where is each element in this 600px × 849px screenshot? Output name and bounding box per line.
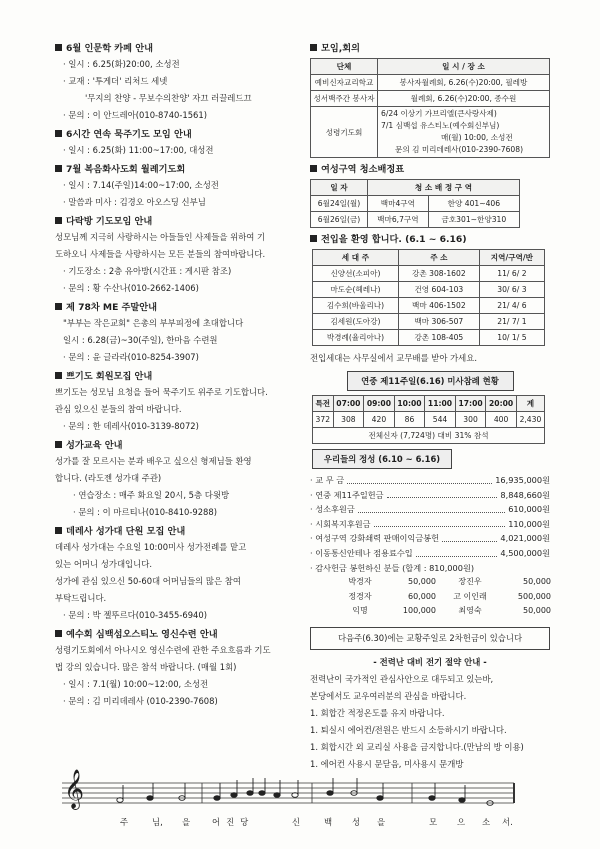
section-title-text: 모임,회의 <box>321 43 360 54</box>
column-header: 단체 <box>311 59 378 75</box>
table-cell: 11/ 6/ 2 <box>479 266 544 282</box>
text-line: 데레사 성가대는 수요일 10:00미사 성가전례를 맡고 <box>55 542 247 552</box>
column-header: 일 자 <box>311 180 368 196</box>
table-cell: 성령기도회 <box>311 107 378 158</box>
item-amount: 8,848,660원 <box>500 489 550 500</box>
table-cell: 10/ 1/ 5 <box>479 330 544 346</box>
square-bullet-icon <box>55 130 62 137</box>
table-cell: 마도순(헤레나) <box>313 282 399 298</box>
donor-amount: 100,000 <box>402 606 436 616</box>
dot-leader <box>442 531 497 542</box>
table-cell: 월례회, 6.26(수)20:00, 종수원 <box>378 91 550 107</box>
text-line: · 문의 : 한 데레사(010-3139-8072) <box>63 421 199 431</box>
list-item <box>310 517 550 532</box>
text-line: 1. 퇴실시 에어컨/전원은 반드시 소등하시기 바랍니다. <box>310 724 507 735</box>
section-title-meetings <box>310 41 550 56</box>
lyric-syllable: 으 <box>457 817 466 827</box>
text-line: 1. 에어컨 사용시 문닫음, 미사용시 문개방 <box>310 758 464 769</box>
text-line: 성령기도회에서 아나시오 영신수련에 관한 주요흐름과 기도 <box>55 645 271 655</box>
list-item <box>310 546 550 561</box>
section-title-text: 예수회 심백섬오스티노 영신수련 안내 <box>66 629 218 640</box>
treble-clef-icon: 𝄞 <box>64 769 85 809</box>
table-cell: 전체신자 (7,724명) 대비 31% 참석 <box>313 428 545 444</box>
table-cell: 강촌 108-405 <box>398 330 479 346</box>
table-row <box>313 266 545 282</box>
table-cell: 금호301~한양310 <box>428 212 519 228</box>
table-cell: 30/ 6/ 3 <box>479 282 544 298</box>
donor-name: 최영숙 <box>458 606 482 616</box>
item-label: · 감사헌금 봉헌하신 분들 (합계 : 810,000원) <box>310 562 475 573</box>
square-bullet-icon <box>55 217 62 224</box>
table-cell: 21/ 4/ 6 <box>479 298 544 314</box>
text-line: · 일시 : 6.25(화)20:00, 소성전 <box>63 59 180 69</box>
text-line: · 교재 : '투게더' 리처드 세넷 <box>63 76 168 86</box>
section-title-upper-room <box>55 214 305 229</box>
item-label: · 이동통신안테나 점용료수입 <box>310 547 413 558</box>
table-cell: 400 <box>486 412 517 428</box>
text-line: · 기도장소 : 2층 유아방(시간표 : 게시판 참조) <box>63 266 232 276</box>
square-bullet-icon <box>310 44 317 51</box>
table-cell: 박경례(율리아나) <box>313 330 399 346</box>
table-row <box>311 107 550 158</box>
donor-amount: 500,000 <box>517 591 551 601</box>
welcome-table <box>312 249 545 346</box>
music-staff <box>62 769 517 831</box>
item-amount: 4,500,000원 <box>500 547 550 558</box>
table-cell: 봉사자월례회, 6.26(수)20:00, 필레방 <box>378 75 550 91</box>
table-cell: 백마 406-1502 <box>398 298 479 314</box>
table-cell: 예비신자교리학교 <box>311 75 378 91</box>
lyric-syllable: 을 <box>182 817 191 827</box>
table-cell: 김수희(바울리나) <box>313 298 399 314</box>
item-amount: 16,935,000원 <box>495 475 550 485</box>
text-line: · 연습장소 : 매주 화요일 20시, 5층 다윗방 <box>73 490 230 500</box>
lyric-syllable: 백 <box>324 817 333 827</box>
item-amount: 110,000원 <box>508 518 550 529</box>
column-header: 17:00 <box>455 396 486 412</box>
square-bullet-icon <box>310 165 317 172</box>
square-bullet-icon <box>310 235 317 242</box>
section-title-text: 데레사 성가대 단원 모집 안내 <box>66 526 186 537</box>
section-title-text: 전입을 환영 합니다. (6.1 ~ 6.16) <box>321 234 467 245</box>
text-line: 본당에서도 교우여러분의 관심을 바랍니다. <box>310 690 467 701</box>
table-cell: 2,430 <box>516 412 544 428</box>
cell-line: 6/24 이상기 가브리엘(큰사랑사제) <box>381 109 497 118</box>
lyric-syllable: 님, <box>152 817 163 827</box>
table-row <box>311 196 520 212</box>
dot-leader <box>347 473 492 484</box>
text-line: · 문의 : 윤 글라라(010-8254-3907) <box>63 352 199 362</box>
dot-leader <box>374 517 506 528</box>
cell-line: 매(월) 10:00, 소성전 <box>441 133 513 142</box>
lyric-syllable: 모 <box>429 817 438 827</box>
donor-amount: 50,000 <box>408 577 436 587</box>
section-title-text: 6월 인문학 카페 안내 <box>66 43 153 54</box>
text-line: · 말씀과 미사 : 김경오 아오스딩 신부님 <box>63 197 206 207</box>
table-row <box>311 75 550 91</box>
column-header: 10:00 <box>394 396 425 412</box>
donor-name: 박경자 <box>348 577 372 587</box>
section-title-text: 다락방 기도모임 안내 <box>66 216 153 227</box>
table-header-row <box>313 250 545 266</box>
section-title-text: 쁘기도 회원모집 안내 <box>66 371 153 382</box>
column-header: 주 소 <box>398 250 479 266</box>
section-title-retreat <box>55 627 305 642</box>
square-bullet-icon <box>55 630 62 637</box>
offering-list <box>310 473 550 619</box>
column-header: 계 <box>516 396 544 412</box>
text-line: "부부는 작은교회" 은총의 부부피정에 초대합니다 <box>63 318 244 328</box>
attendance-table <box>312 395 545 444</box>
table-cell: 건영 604-103 <box>398 282 479 298</box>
column-header: 09:00 <box>364 396 395 412</box>
donor-name: 고 이인래 <box>453 591 487 601</box>
text-line: 법 강의 있습니다. 많은 참석 바랍니다. (매월 1회) <box>55 662 237 672</box>
text-line: · 문의 : 박 젤뚜르다(010-3455-6940) <box>63 610 207 620</box>
text-line: · 일시 : 6.25(화) 11:00~17:00, 대성전 <box>63 145 214 155</box>
text-line: 합니다. (라도젠 성가대 주관) <box>55 473 162 483</box>
section-title-text: 여성구역 청소배정표 <box>321 164 405 175</box>
table-cell: 6월26일(금) <box>311 212 368 228</box>
section-title-welcome <box>310 232 550 247</box>
dot-leader <box>416 546 498 557</box>
table-header-row <box>311 59 550 75</box>
list-item <box>310 531 550 546</box>
table-row <box>313 298 545 314</box>
section-title-prayer-members <box>55 369 305 384</box>
lyric-syllable: 어진당 <box>212 817 255 827</box>
donor-amount: 60,000 <box>408 591 436 601</box>
text-line: · 문의 : 김 미리데레사 (010-2390-7608) <box>63 696 218 706</box>
welcome-note: 전입세대는 사무실에서 교무배를 받아 가세요. <box>310 353 478 363</box>
table-cell: 544 <box>425 412 456 428</box>
staff-lines <box>62 773 517 813</box>
table-row <box>313 282 545 298</box>
offering-title: 우리들의 정성 (6.10 ~ 6.16) <box>312 449 452 469</box>
table-cell <box>378 107 550 158</box>
donor-name: 장진우 <box>458 577 482 587</box>
item-amount: 610,000원 <box>508 504 550 515</box>
donor-name: 정경자 <box>348 591 372 601</box>
text-line: 1. 회합간 적정온도를 유지 바랍니다. <box>310 707 445 718</box>
text-line: 성모님께 지극히 사랑하시는 아들들인 사제들을 위하여 기 <box>55 232 266 242</box>
item-label: · 시회복지후원금 <box>310 518 371 529</box>
square-bullet-icon <box>55 303 62 310</box>
table-cell: 신양선(소피아) <box>313 266 399 282</box>
list-item <box>310 502 550 517</box>
cell-line: 문의 김 미리데레사(010-2390-7608) <box>395 145 524 154</box>
square-bullet-icon <box>55 441 62 448</box>
dot-leader <box>387 488 498 499</box>
text-line: 성가에 관심 있으신 50-60대 어머님들의 많은 참여 <box>55 576 241 586</box>
text-line: · 문의 : 황 수산나(010-2662-1406) <box>63 283 199 293</box>
lyric-syllable: 을 <box>377 817 386 827</box>
table-row <box>311 91 550 107</box>
section-title-text: 6시간 연속 묵주기도 모임 안내 <box>66 129 192 140</box>
table-cell: 300 <box>455 412 486 428</box>
cell-line: 7/1 심백섭 유스티노(예수회신부님) <box>381 121 500 130</box>
table-header-row <box>311 180 520 196</box>
section-title-cleaning <box>310 162 550 177</box>
lyric-syllable: 서. <box>502 817 513 827</box>
next-week-notice: 다음주(6.30)에는 교황주일로 2차헌금이 있습니다 <box>310 627 550 650</box>
table-cell: 420 <box>364 412 395 428</box>
text-line: · 문의 : 이 안드레아(010-8740-1561) <box>63 110 207 120</box>
text-line: 전력난이 국가적인 관심사안으로 대두되고 있는바, <box>310 673 494 684</box>
text-line: '무지의 찬양 - 무보수의찬양' 자끄 러끌레드끄 <box>85 93 252 103</box>
column-header: 지역/구역/반 <box>479 250 544 266</box>
item-label: · 성소후원금 <box>310 504 355 515</box>
lyric-syllable: 성 <box>352 817 361 827</box>
section-title-cafe <box>55 41 305 56</box>
table-row <box>313 412 545 428</box>
square-bullet-icon <box>55 165 62 172</box>
text-line: 도하오니 사제들을 사랑하시는 모든 분들의 참여바랍니다. <box>55 249 266 259</box>
square-bullet-icon <box>55 44 62 51</box>
text-line: 쁘기도는 성모님 요청을 들어 묵주기도 위주로 기도합니다. <box>55 387 268 397</box>
column-header: 세 대 주 <box>313 250 399 266</box>
section-title-rosary <box>55 127 305 142</box>
table-cell: 86 <box>394 412 425 428</box>
list-item <box>310 488 550 503</box>
item-amount: 4,021,000원 <box>500 533 550 544</box>
item-label: · 교 무 금 <box>310 475 345 485</box>
square-bullet-icon <box>55 372 62 379</box>
text-line: 부탁드립니다. <box>55 593 107 603</box>
table-row <box>313 330 545 346</box>
left-column <box>55 38 305 710</box>
table-cell: 강촌 308-1602 <box>398 266 479 282</box>
text-line: · 일시 : 7.1(월) 10:00~12:00, 소성전 <box>63 679 209 689</box>
section-title-text: 7월 복음화사도회 월례기도회 <box>66 164 186 175</box>
column-header: 특전 <box>313 396 334 412</box>
dot-leader <box>358 502 505 513</box>
section-title-evangelization <box>55 162 305 177</box>
text-line: 일시 : 6.28(금)~30(주일), 한마음 수련원 <box>63 335 218 345</box>
section-title-choir <box>55 524 305 539</box>
donor-name: 익명 <box>352 606 368 616</box>
donor-amount: 50,000 <box>523 577 551 587</box>
section-title-me <box>55 300 305 315</box>
column-header: 일 시 / 장 소 <box>378 59 550 75</box>
table-cell: 6월24일(월) <box>311 196 368 212</box>
lyric-syllable: 주 <box>120 817 129 827</box>
meetings-table <box>310 58 550 158</box>
section-title-hymn-class <box>55 438 305 453</box>
notes <box>117 778 493 805</box>
lyric-syllable: 신 <box>292 817 301 827</box>
right-column <box>310 38 550 773</box>
column-header: 20:00 <box>486 396 517 412</box>
section-title-text: 제 78차 ME 주말안내 <box>66 302 158 313</box>
column-header: 청 소 배 정 구 역 <box>368 180 520 196</box>
text-line: 관심 있으신 분들의 참여 바랍니다. <box>55 404 182 414</box>
text-line: · 문의 : 이 마르티나(010-8410-9288) <box>73 507 217 517</box>
table-cell: 21/ 7/ 1 <box>479 314 544 330</box>
table-row <box>313 314 545 330</box>
list-item <box>310 473 550 488</box>
column-header: 07:00 <box>333 396 364 412</box>
donor-grid <box>330 575 550 619</box>
table-cell: 성서백주간 봉사자 <box>311 91 378 107</box>
table-cell: 한양 401~406 <box>428 196 519 212</box>
lyric-syllable: 소 <box>482 817 491 827</box>
text-line: 1. 회합시간 외 교리실 사용을 금지합니다.(만남의 방 이용) <box>310 741 524 752</box>
table-cell: 김세원(도아강) <box>313 314 399 330</box>
column-header: 11:00 <box>425 396 456 412</box>
table-cell: 백마6,7구역 <box>368 212 429 228</box>
text-line: · 일시 : 7.14(주일)14:00~17:00, 소성전 <box>63 180 219 190</box>
cleaning-table <box>310 179 520 228</box>
table-cell: 백마 306-507 <box>398 314 479 330</box>
text-line: 성가를 잘 모르시는 분과 배우고 싶으신 형제님들 환영 <box>55 456 252 466</box>
item-label: · 연중 제11주일헌금 <box>310 489 384 500</box>
table-cell: 308 <box>333 412 364 428</box>
thanks-line <box>310 561 550 576</box>
table-header-row <box>313 396 545 412</box>
table-cell: 백마4구역 <box>368 196 429 212</box>
square-bullet-icon <box>55 527 62 534</box>
item-label: · 여성구역 강화쇄력 판매이익금봉헌 <box>310 533 440 544</box>
donor-amount: 50,000 <box>523 606 551 616</box>
section-title-text: 성가교육 안내 <box>66 440 123 451</box>
text-line: 있는 어머니 성가대입니다. <box>55 559 152 569</box>
table-cell: 372 <box>313 412 334 428</box>
attendance-title: 연중 제11주일(6.16) 미사참례 현황 <box>347 371 514 391</box>
table-row <box>311 212 520 228</box>
power-title: - 전력난 대비 전기 절약 안내 - <box>373 656 487 667</box>
table-row <box>313 428 545 444</box>
